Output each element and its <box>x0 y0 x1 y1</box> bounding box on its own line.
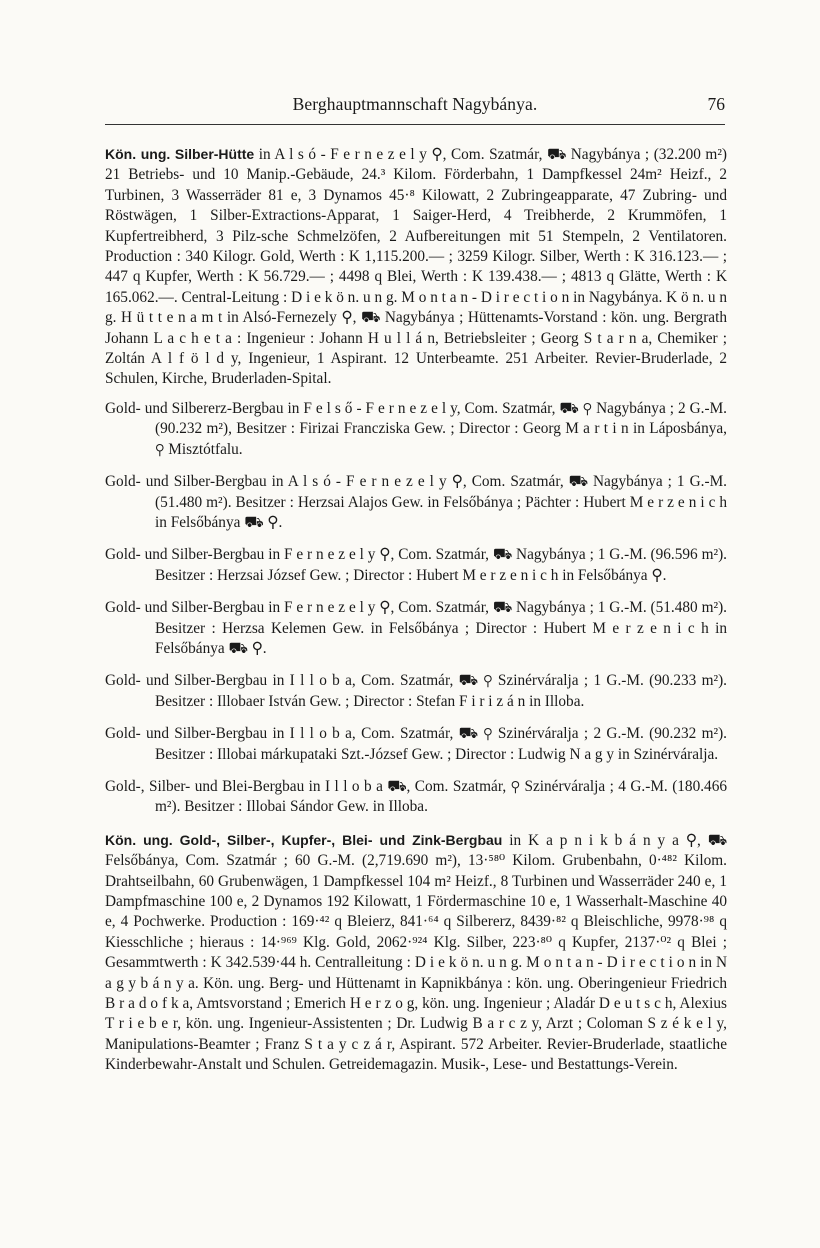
entry-text: in A l s ó - F e r n e z e l y ⚲, Com. Szatmár, ⛟ Nagybánya ; (32.200 m²) 21 Betriebs- und 10 Manip.-Gebäude, 24.³ Kilom. Förderbahn, 1 Dampfkessel 24m² Heizf., 2 Turbinen, 3 Wasserräder 81 e, 3 Dynamos 45·⁸ Kilowatt, 2 Zubringeapparate, 47 Zubring- und Röstwägen, 1 Silber-Extractions-Apparat, 1 Saiger-Herd, 4 Treibherde, 2 Krummöfen, 1 Kupfertreibherd, 3 Pilz-sche Schmelzöfen, 2 Aufbereitungen mit 51 Stempeln, 2 Ventilatoren. Production : 340 Kilogr. Gold, Werth : K 1,115.200.— ; 3259 Kilogr. Silber, Werth : K 316.123.— ; 447 q Kupfer, Werth : K 56.729.— ; 4498 q Blei, Werth : K 139.438.— ; 4813 q Glätte, Werth : K 165.062.—. Central-Leitung : D i e k ö n. u n g. M o n t a n - D i r e c t i o n in Nagybánya. K ö n. u n g. H ü t t e n a m t in Alsó-Fernezely ⚲, ⛟ Nagybánya ; Hüttenamts-Vorstand : kön. ung. Bergrath Johann L a c h e t a : Ingenieur : Johann H u l l á n, Betriebsleiter ; Georg S t a r n a, Chemiker ; Zoltán A l f ö l d y, Ingenieur, 1 Aspirant. 12 Unterbeamte. 251 Arbeiter. Revier-Bruderlade, 2 Schulen, Kirche, Bruderladen-Spital. <box>105 146 727 388</box>
entry-lead: Gold- <box>105 725 141 743</box>
entry-text: in K a p n i k b á n y a ⚲, ⛟ Felsőbánya, Com. Szatmár ; 60 G.-M. (2,719.690 m²), 13·⁵⁸⁰ Kilom. Grubenbahn, 0·⁴⁸² Kilom. Drahtseilbahn, 60 Grubenwägen, 1 Dampfkessel 104 m² Heizf., 8 Turbinen und Wasserräder 240 e, 1 Dampfmaschine 100 e, 2 Dynamos 192 Kilowatt, 1 Fördermaschine 10 e, 1 Wasserhalt-Maschine 40 e, 4 Pochwerke. Production : 169·⁴² q Bleierz, 841·⁶⁴ q Silbererz, 8439·⁸² q Bleischliche, 9978·⁹⁸ q Kiesschliche ; hieraus : 14·⁹⁶⁹ Klg. Gold, 2062·⁹²⁴ Klg. Silber, 223·⁸⁰ q Kupfer, 2137·⁰² q Blei ; Gesammtwerth : K 342.539·44 h. Centralleitung : D i e k ö n. u n g. M o n t a n - D i r e c t i o n in N a g y b á n y a. Kön. ung. Berg- und Hüttenamt in Kapnikbánya : kön. ung. Oberingenieur Friedrich B r a d o f k a, Amtsvorstand ; Emerich H e r z o g, kön. ung. Ingenieur ; Aladár D e u t s c h, Alexius T r i e b e r, kön. ung. Ingenieur-Assistenten ; Dr. Ludwig B a r c z y, Arzt ; Coloman S z é k e l y, Manipulations-Beamter ; Franz S t a y c z á r, Aspirant. 572 Arbeiter. Revier-Bruderlade, staatliche Kinderbewahr-Anstalt und Schulen. Getreidemagazin. Musik-, Lese- und Bestattungs-Verein. <box>105 831 727 1074</box>
entry-lead: Gold-, <box>105 777 145 795</box>
entry-lead: Gold- <box>105 546 141 564</box>
entry-lead: Kön. ung. Silber-Hütte <box>105 146 255 162</box>
entry-kapnikbanya-mining <box>105 830 727 1076</box>
entry-lead: Gold- <box>105 599 141 617</box>
entry-lead: Kön. ung. Gold-, Silber-, Kupfer-, Blei- und Zink-Bergbau <box>105 831 503 848</box>
entry-fernezely-herzsa-kelemen <box>105 598 727 659</box>
entry-text: und Silbererz-Bergbau in F e l s ő - F e r n e z e l y, Com. Szatmár, ⛟ ⚲ Nagybánya ; 2 G.-M. (90.232 m²), Besitzer : Firizai Francziska Gew. ; Director : Georg M a r t i n in Láposbánya, ⚲ Misztótfalu. <box>144 399 728 458</box>
entry-text: und Silber-Bergbau in A l s ó - F e r n e z e l y ⚲, Com. Szatmár, ⛟ Nagybánya ; 1 G.-M. (51.480 m²). Besitzer : Herzsai Alajos Gew. in Felsőbánya ; Pächter : Hubert M e r z e n i c h in Felsőbánya ⛟ ⚲. <box>145 473 728 531</box>
entry-text: Silber- und Blei-Bergbau in I l l o b a ⛟, Com. Szatmár, ⚲ Szinérváralja ; 4 G.-M. (180.466 m²). Besitzer : Illobai Sándor Gew. in Illoba. <box>148 777 727 816</box>
entry-text: und Silber-Bergbau in F e r n e z e l y ⚲, Com. Szatmár, ⛟ Nagybánya ; 1 G.-M. (96.596 m²). Besitzer : Herzsai József Gew. ; Director : Hubert M e r z e n i c h in Felsőbánya ⚲. <box>144 546 727 584</box>
entry-fernezely-herzsai-jozsef <box>105 545 727 586</box>
page-number: 76 <box>707 94 725 114</box>
entry-lead: Gold- <box>105 672 141 690</box>
running-header <box>105 94 725 118</box>
entry-alsofernezely-herzsai-alajos <box>105 472 727 533</box>
header-rule <box>105 124 725 125</box>
page-title: Berghauptmannschaft Nagybánya. <box>292 94 538 114</box>
entry-illoba-istvan <box>105 671 727 712</box>
entry-felsofernezely-gold-silver <box>105 399 727 460</box>
entry-text: und Silber-Bergbau in I l l o b a, Com. Szatmár, ⛟ ⚲ Szinérváralja ; 1 G.-M. (90.233 m²). Besitzer : Illobaer István Gew. ; Director : Stefan F i r i z á n in Illoba. <box>146 672 728 710</box>
entries-list <box>105 144 727 1088</box>
entry-alsofernezely-silver-works <box>105 144 727 390</box>
entry-text: und Silber-Bergbau in I l l o b a, Com. Szatmár, ⛟ ⚲ Szinérváralja ; 2 G.-M. (90.232 m²). Besitzer : Illobai márkupataki Szt.-József Gew. ; Director : Ludwig N a g y in Szinérváralja. <box>146 725 728 763</box>
entry-lead: Gold- <box>105 399 141 417</box>
entry-lead: Gold- <box>105 473 141 491</box>
entry-illoba-szt-jozsef <box>105 724 727 765</box>
entry-illoba-sandor <box>105 777 727 818</box>
entry-text: und Silber-Bergbau in F e r n e z e l y ⚲, Com. Szatmár, ⛟ Nagybánya ; 1 G.-M. (51.480 m²). Besitzer : Herzsa Kelemen Gew. in Felsőbánya ; Director : Hubert M e r z e n i c h in Felsőbánya ⛟ ⚲. <box>144 599 727 657</box>
